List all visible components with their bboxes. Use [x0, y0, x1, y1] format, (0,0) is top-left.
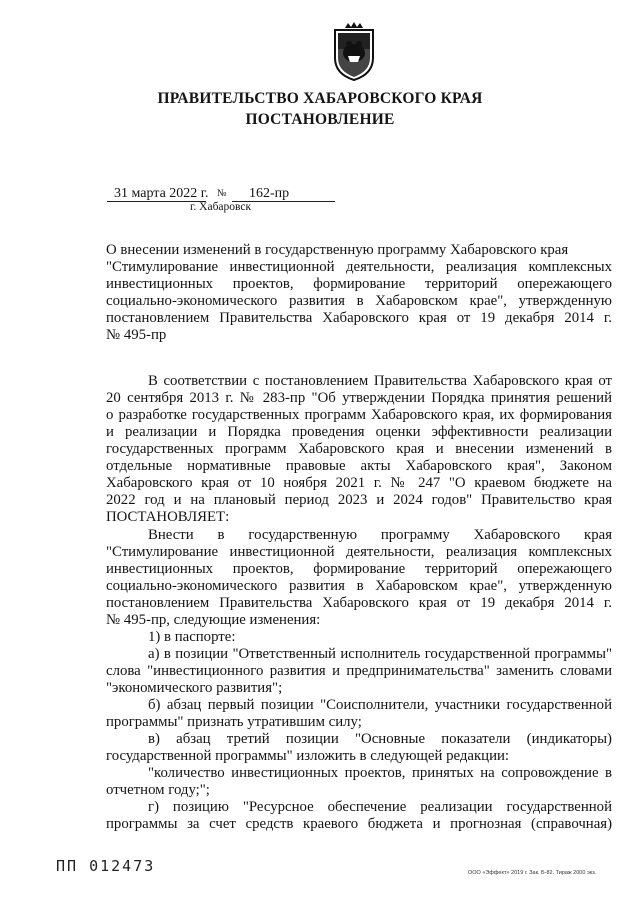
body-line: "экономического развития";: [106, 680, 283, 696]
subject-line: "Стимулирование инвестиционной деятельности, реализация комплексных: [106, 259, 612, 275]
resolves-heading: ПОСТАНОВЛЯЕТ:: [106, 509, 230, 525]
list-item: в) абзац третий позиции "Основные показатели (индикаторы): [148, 731, 612, 747]
number-label: №: [217, 188, 227, 199]
list-item: б) абзац первый позиции "Соисполнители, участники государственной: [148, 697, 612, 713]
form-serial-number: ПП 012473: [56, 857, 156, 875]
khabarovsk-coat-of-arms-icon: [331, 22, 377, 82]
document-date: 31 марта 2022 г.: [114, 186, 209, 201]
subject-line: постановлением Правительства Хабаровского края от 19 декабря 2014 г.: [106, 310, 612, 326]
body-line: № 495-пр, следующие изменения:: [106, 612, 321, 628]
date-number-line: [107, 186, 337, 202]
subject-line: социально-экономического развития в Хабаровском крае", утвержденную: [106, 293, 612, 309]
document-number: 162-пр: [249, 186, 290, 201]
coat-of-arms-emblem: [331, 22, 377, 82]
body-line: Внести в государственную программу Хабаровского края: [148, 527, 612, 543]
body-line: 20 сентября 2013 г. № 283-пр "Об утверждении Порядка принятия решений: [106, 390, 612, 406]
list-item: 1) в паспорте:: [148, 629, 236, 645]
body-line: слова "инвестиционного развития и предпринимательства" заменить словами: [106, 663, 612, 679]
body-line: Хабаровского края от 10 ноября 2021 г. № 247 "О краевом бюджете на: [106, 475, 612, 491]
government-title: ПРАВИТЕЛЬСТВО ХАБАРОВСКОГО КРАЯ: [157, 90, 483, 107]
body-line: постановлением Правительства Хабаровского края от 19 декабря 2014 г.: [106, 595, 612, 611]
quoted-line: "количество инвестиционных проектов, принятых на сопровождение в: [148, 765, 612, 781]
document-city: г. Хабаровск: [190, 201, 252, 213]
subject-line: О внесении изменений в государственную программу Хабаровского края: [106, 242, 569, 258]
body-line: социально-экономического развития в Хабаровском крае", утвержденную: [106, 578, 612, 594]
quoted-line: отчетном году;";: [106, 782, 210, 798]
list-item: а) в позиции "Ответственный исполнитель государственной программы": [148, 646, 612, 662]
document-type: ПОСТАНОВЛЕНИЕ: [245, 111, 395, 128]
body-line: 2022 год и на плановый период 2023 и 2024 годов" Правительство края: [106, 492, 612, 508]
body-line: о разработке государственных программ Хабаровского края, их формирования: [106, 407, 612, 423]
printer-imprint: ООО «Эффект» 2019 г. Зак. Б-82. Тираж 2000 экз.: [468, 870, 597, 876]
body-line: программы за счет средств краевого бюджета и прогнозная (справочная): [106, 816, 612, 832]
body-line: отдельные нормативные правовые акты Хабаровского края", Законом: [106, 458, 612, 474]
body-line: государственной программы" изложить в следующей редакции:: [106, 748, 510, 764]
subject-line: № 495-пр: [106, 327, 167, 343]
body-line: "Стимулирование инвестиционной деятельности, реализация комплексных: [106, 544, 612, 560]
body-line: государственных программ Хабаровского края и внесении изменений в: [106, 441, 612, 457]
body-line: и реализации и Порядка проведения оценки эффективности реализации: [106, 424, 612, 440]
body-line: инвестиционных проектов, формирование территорий опережающего: [106, 561, 612, 577]
body-line: программы" признать утратившим силу;: [106, 714, 362, 730]
body-line: В соответствии с постановлением Правительства Хабаровского края от: [148, 373, 612, 389]
list-item: г) позицию "Ресурсное обеспечение реализации государственной: [148, 799, 612, 815]
subject-line: инвестиционных проектов, формирование территорий опережающего: [106, 276, 612, 292]
